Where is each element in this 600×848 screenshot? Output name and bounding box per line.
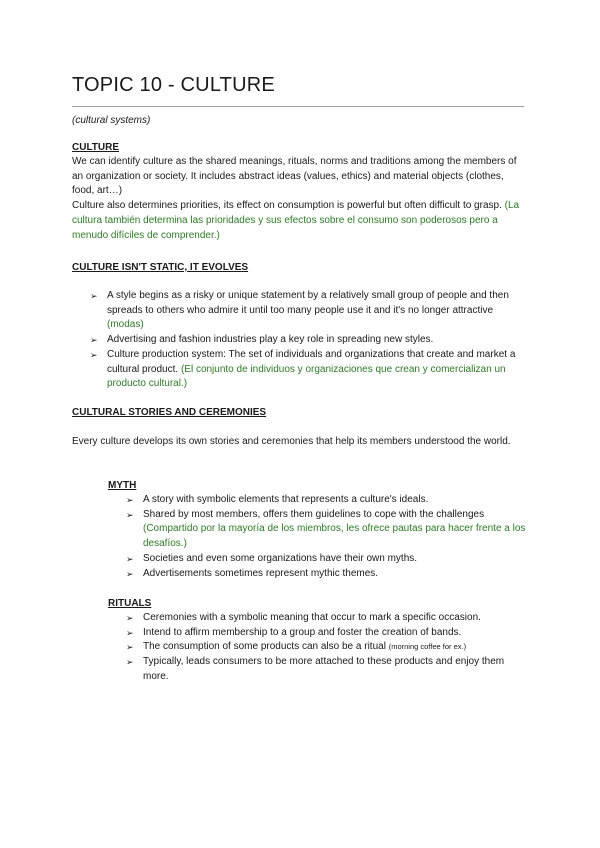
subsection-heading-myth: MYTH	[108, 480, 137, 491]
list-item-text: Intend to affirm membership to a group and foster the creation of bands.	[143, 626, 462, 638]
arrow-bullet-icon: ➢	[126, 495, 134, 505]
section-heading-evolves: CULTURE ISN'T STATIC, IT EVOLVES	[72, 262, 249, 273]
arrow-bullet-icon: ➢	[126, 627, 134, 638]
section-culture	[72, 141, 528, 243]
list-item	[108, 508, 528, 552]
list-item	[108, 567, 528, 582]
culture-priorities-es: (La cultura también determina las prioridades y sus efectos sobre el consumo son poderosos pero a menudo difíciles de comprender.)	[72, 200, 520, 241]
list-item-text: Culture production system: The set of individuals and organizations that create and market a cultural product.	[107, 348, 516, 375]
evolves-list-block	[72, 289, 528, 392]
stories-intro-block	[72, 435, 528, 450]
subsection-heading-rituals: RITUALS	[108, 598, 152, 609]
arrow-bullet-icon: ➢	[126, 568, 134, 579]
list-item	[72, 289, 528, 333]
stories-intro: Every culture develops its own stories and ceremonies that help its members understood the world.	[72, 436, 511, 447]
evolves-list	[72, 289, 528, 392]
culture-priorities	[72, 199, 528, 243]
arrow-bullet-icon: ➢	[126, 553, 134, 564]
subsection-myth	[108, 479, 528, 581]
list-item-translation: (modas)	[107, 319, 144, 331]
list-item-text: Advertising and fashion industries play a key role in spreading new styles.	[107, 334, 434, 346]
arrow-bullet-icon: ➢	[90, 349, 98, 360]
title-divider	[72, 106, 524, 107]
list-item	[108, 552, 528, 567]
rituals-list	[108, 611, 528, 685]
list-item-text: Typically, leads consumers to be more attached to these products and enjoy them more.	[143, 656, 505, 682]
page-subtitle: (cultural systems)	[72, 115, 151, 126]
list-item-translation: (Compartido por la mayoría de los miembros, les ofrece pautas para hacer frente a los desafíos.)	[143, 523, 526, 550]
section-heading-culture: CULTURE	[72, 142, 120, 153]
subsection-rituals	[108, 597, 528, 685]
myth-list	[108, 493, 528, 581]
list-item-text: A story with symbolic elements that represents a culture's ideals.	[143, 494, 429, 505]
list-item-text: A style begins as a risky or unique statement by a relatively small group of people and then spreads to others who admire it until too many people use it and it's no longer attractive	[107, 290, 509, 316]
list-item	[108, 655, 528, 684]
list-item-translation: (El conjunto de individuos y organizaciones que crean y comercializan un producto cultural.)	[107, 363, 506, 390]
list-item-text: Advertisements sometimes represent mythic themes.	[143, 567, 379, 579]
list-item-text: The consumption of some products can also be a ritual	[143, 641, 386, 653]
list-item-text: Societies and even some organizations have their own myths.	[143, 552, 418, 564]
arrow-bullet-icon: ➢	[90, 291, 98, 301]
arrow-bullet-icon: ➢	[126, 657, 134, 668]
list-item	[108, 493, 528, 508]
list-item-text: Shared by most members, offers them guidelines to cope with the challenges	[143, 508, 485, 520]
page-title: TOPIC 10 - CULTURE	[72, 74, 275, 96]
list-item-note: (morning coffee for ex.)	[388, 642, 467, 652]
section-evolves	[72, 261, 528, 275]
list-item	[72, 333, 528, 348]
list-item	[72, 348, 528, 392]
section-heading-stories: CULTURAL STORIES AND CEREMONIES	[72, 407, 267, 418]
list-item-text: Ceremonies with a symbolic meaning that occur to mark a specific occasion.	[143, 612, 481, 623]
arrow-bullet-icon: ➢	[126, 642, 134, 653]
culture-definition: We can identify culture as the shared meanings, rituals, norms and traditions among the members of an organization or society. It includes abstract ideas (values, ethics) and material objects (clothes, food, art…)	[72, 156, 517, 197]
arrow-bullet-icon: ➢	[126, 613, 134, 623]
list-item	[108, 611, 528, 626]
section-stories	[72, 406, 528, 420]
arrow-bullet-icon: ➢	[90, 335, 98, 346]
arrow-bullet-icon: ➢	[126, 509, 134, 520]
list-item	[108, 640, 528, 655]
list-item	[108, 626, 528, 641]
culture-priorities-en: Culture also determines priorities, its effect on consumption is powerful but often difficult to grasp.	[72, 200, 502, 212]
